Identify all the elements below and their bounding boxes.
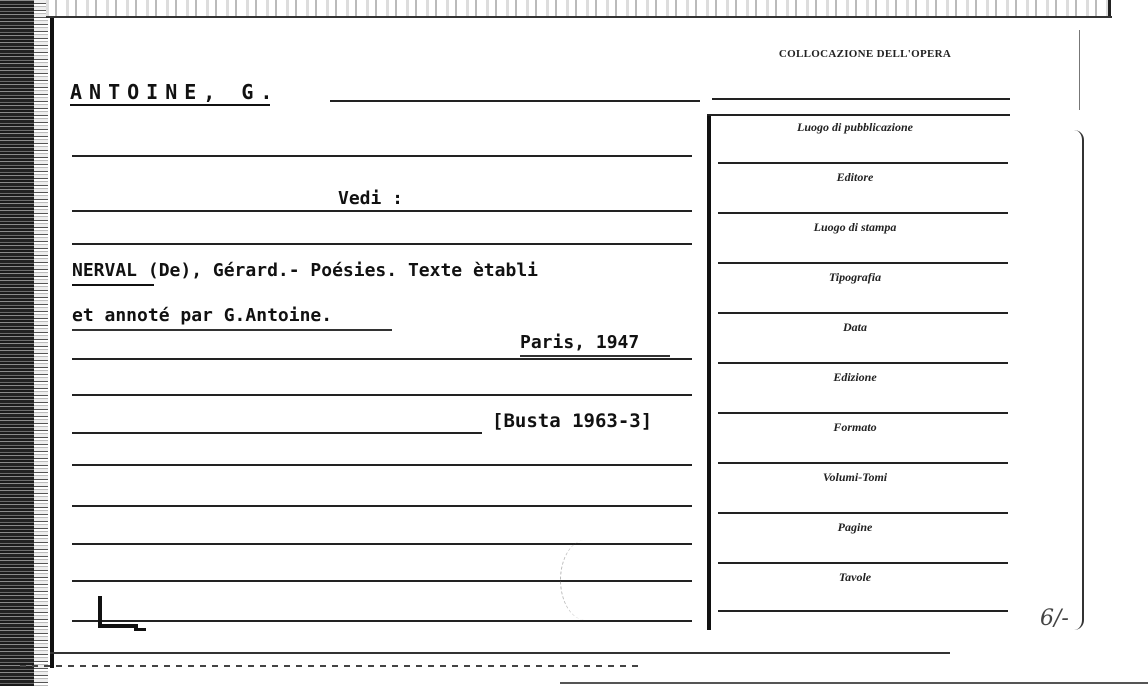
pencil-note: 6/-: [1040, 606, 1069, 631]
author-heading: ANTOINE, G.: [70, 80, 280, 104]
place-date: Paris, 1947: [520, 332, 640, 353]
ruled-line: [72, 394, 692, 396]
nerval-underline: [72, 284, 154, 286]
ruled-line: [72, 358, 692, 360]
field-label-edizione: Edizione: [833, 370, 877, 384]
field-label-pagine: Pagine: [837, 520, 873, 534]
ruled-line: [72, 243, 692, 245]
top-right-post: [1108, 0, 1111, 16]
field-line: [718, 562, 1008, 564]
field-label-luogo-stampa: Luogo di stampa: [813, 220, 897, 234]
ruled-line: [72, 464, 692, 466]
paper-stain: [560, 540, 611, 620]
right-form-left-border: [707, 116, 711, 630]
field-line: [718, 512, 1008, 514]
right-edge-line: [1079, 30, 1080, 110]
card-left-border: [50, 18, 54, 668]
field-line: [718, 362, 1008, 364]
field-line: [718, 412, 1008, 414]
bracket-mark-horizontal: [98, 624, 138, 628]
bottom-rule-secondary: [560, 682, 1148, 684]
field-label-luogo-pubblicazione: Luogo di pubblicazione: [796, 120, 913, 134]
field-label-editore: Editore: [836, 170, 874, 184]
field-line: [718, 610, 1008, 612]
field-label-formato: Formato: [833, 420, 877, 434]
author-underline: [70, 104, 270, 106]
field-label-data: Data: [843, 320, 867, 334]
author-line-extension: [330, 100, 700, 102]
ruled-line: [72, 620, 692, 622]
scan-edge-inner: [34, 0, 48, 686]
field-line: [718, 262, 1008, 264]
ruled-line: [72, 210, 692, 212]
see-label: Vedi :: [338, 188, 404, 209]
entry-line-2: et annoté par G.Antoine.: [72, 305, 333, 326]
bracket-mark-tail: [134, 628, 146, 631]
entry-line-2-underline: [72, 329, 392, 331]
field-label-volumi-tomi: Volumi-Tomi: [822, 470, 888, 484]
bracket-mark-vertical: [98, 596, 102, 626]
bottom-dashed-rule: [20, 665, 640, 667]
ruled-line: [72, 155, 692, 157]
entry-line-1: NERVAL (De), Gérard.- Poésies. Texte ètabli: [72, 260, 538, 281]
field-label-tavole: Tavole: [838, 570, 872, 584]
shelfmark: [Busta 1963-3]: [492, 410, 653, 432]
bottom-rule: [50, 652, 950, 654]
field-line: [718, 212, 1008, 214]
field-line: [718, 312, 1008, 314]
ruled-line: [72, 543, 692, 545]
right-edge-curve: [1074, 130, 1084, 630]
right-form-top-border: [707, 114, 1010, 116]
field-line: [718, 162, 1008, 164]
header-line: [712, 98, 1010, 100]
field-label-tipografia: Tipografia: [828, 270, 882, 284]
header-collocazione: COLLOCAZIONE DELL'OPERA: [778, 48, 952, 60]
top-strip: [46, 0, 1112, 18]
field-line: [718, 462, 1008, 464]
ruled-line: [72, 432, 482, 434]
place-date-underline: [520, 355, 670, 357]
ruled-line: [72, 505, 692, 507]
